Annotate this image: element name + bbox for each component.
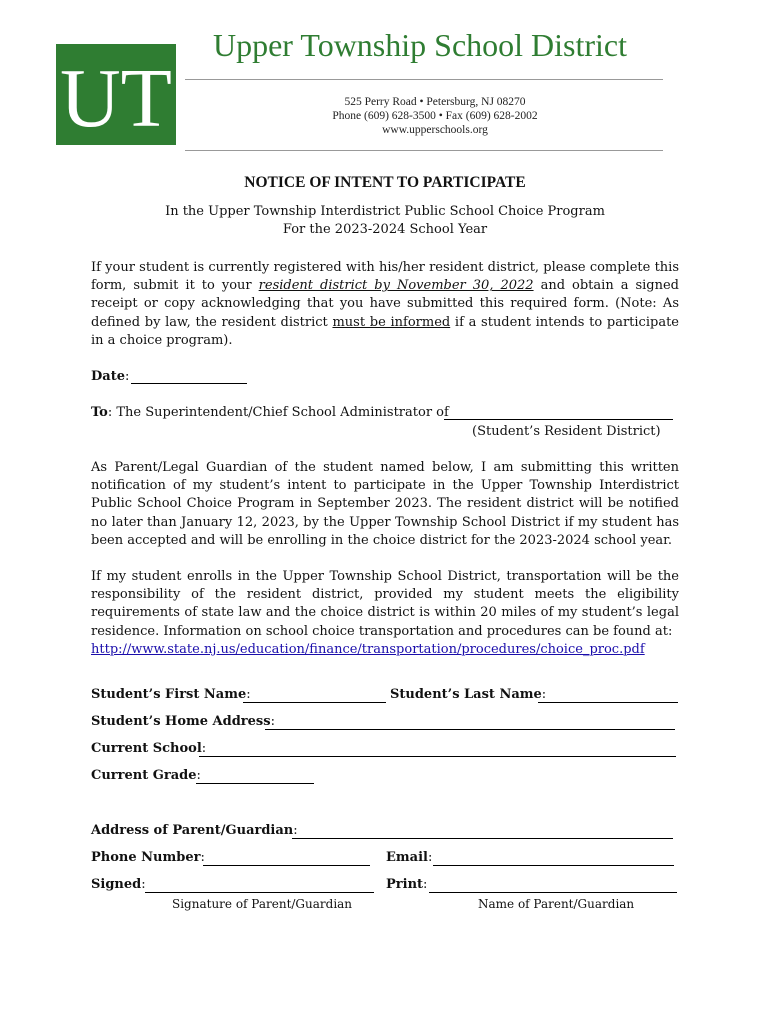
logo-text: UT: [60, 52, 172, 145]
header-rule-top: [185, 79, 663, 80]
instructions-text-1: If your student is currently registered with his/her resident district, please complete this form, submit it to your: [91, 260, 679, 294]
district-address: 525 Perry Road • Petersburg, NJ 08270: [344, 96, 526, 108]
signature-caption: Signature of Parent/Guardian: [172, 897, 353, 911]
current-grade-field-line[interactable]: [196, 783, 314, 784]
must-be-informed-text: must be informed: [332, 314, 451, 330]
name-caption: Name of Parent/Guardian: [478, 897, 635, 911]
phone-field-line[interactable]: [203, 865, 370, 866]
notice-subtitle-year: For the 2023-2024 School Year: [282, 222, 488, 237]
resident-district-field-line[interactable]: [444, 419, 673, 420]
signature-field-line[interactable]: [145, 892, 374, 893]
email-label: Email:: [386, 850, 433, 865]
resident-district-caption: (Student’s Resident District): [472, 424, 661, 439]
district-name: Upper Township School District: [212, 27, 628, 63]
notice-subtitle-program: In the Upper Township Interdistrict Public School Choice Program: [165, 204, 605, 219]
first-name-field-line[interactable]: [243, 702, 386, 703]
date-label: Date:: [91, 369, 130, 384]
date-field-line[interactable]: [131, 383, 247, 384]
district-website: www.upperschools.org: [382, 124, 488, 136]
current-grade-label: Current Grade:: [91, 768, 201, 783]
parent-address-field-line[interactable]: [292, 838, 673, 839]
district-logo: [56, 44, 176, 145]
deadline-text: resident district by November 30, 2022: [258, 278, 534, 294]
print-name-field-line[interactable]: [429, 892, 677, 893]
notice-title: NOTICE OF INTENT TO PARTICIPATE: [244, 174, 526, 191]
district-contact: Phone (609) 628-3500 • Fax (609) 628-2002: [332, 110, 538, 122]
current-school-label: Current School:: [91, 741, 207, 756]
print-label: Print:: [386, 877, 428, 892]
home-address-label: Student’s Home Address:: [91, 714, 275, 729]
header-rule-bottom: [185, 150, 663, 151]
to-label: To: The Superintendent/Chief School Administrator of: [91, 405, 449, 420]
first-name-label: Student’s First Name:: [91, 687, 251, 702]
notification-paragraph: As Parent/Legal Guardian of the student named below, I am submitting this written notification of my student’s intent to participate in the Upper Township Interdistrict Public School Choice Program in September 2023. The resident district will be notified no later than January 12, 2023, by the Upper Township School District if my student has been accepted and will be enrolling in the choice district for the 2023-2024 school year.: [91, 460, 679, 548]
last-name-field-line[interactable]: [538, 702, 678, 703]
ut-logo-icon: [56, 44, 176, 145]
parent-address-label: Address of Parent/Guardian:: [91, 823, 298, 838]
instructions-text-2: and obtain a signed receipt or copy acknowledging that you have submitted this required form. (Note: As defined by law, the resident district: [91, 278, 680, 330]
transportation-text: If my student enrolls in the Upper Township School District, transportation will be the responsibility of the resident district, provided my student meets the eligibility requirements of state law and the choice district is within 20 miles of my student’s legal residence. Information on school choice transportation and procedures can be found at:: [91, 569, 679, 639]
email-field-line[interactable]: [433, 865, 674, 866]
signed-label: Signed:: [91, 877, 146, 892]
last-name-label: Student’s Last Name:: [390, 687, 547, 702]
transportation-link[interactable]: http://www.state.nj.us/education/finance/transportation/procedures/choice_proc.pdf: [91, 641, 645, 657]
instructions-paragraph: [91, 259, 679, 350]
current-school-field-line[interactable]: [199, 756, 676, 757]
phone-label: Phone Number:: [91, 850, 205, 865]
home-address-field-line[interactable]: [265, 729, 675, 730]
transportation-paragraph: [91, 568, 679, 659]
instructions-text-3: if a student intends to participate in a choice program).: [91, 314, 679, 348]
